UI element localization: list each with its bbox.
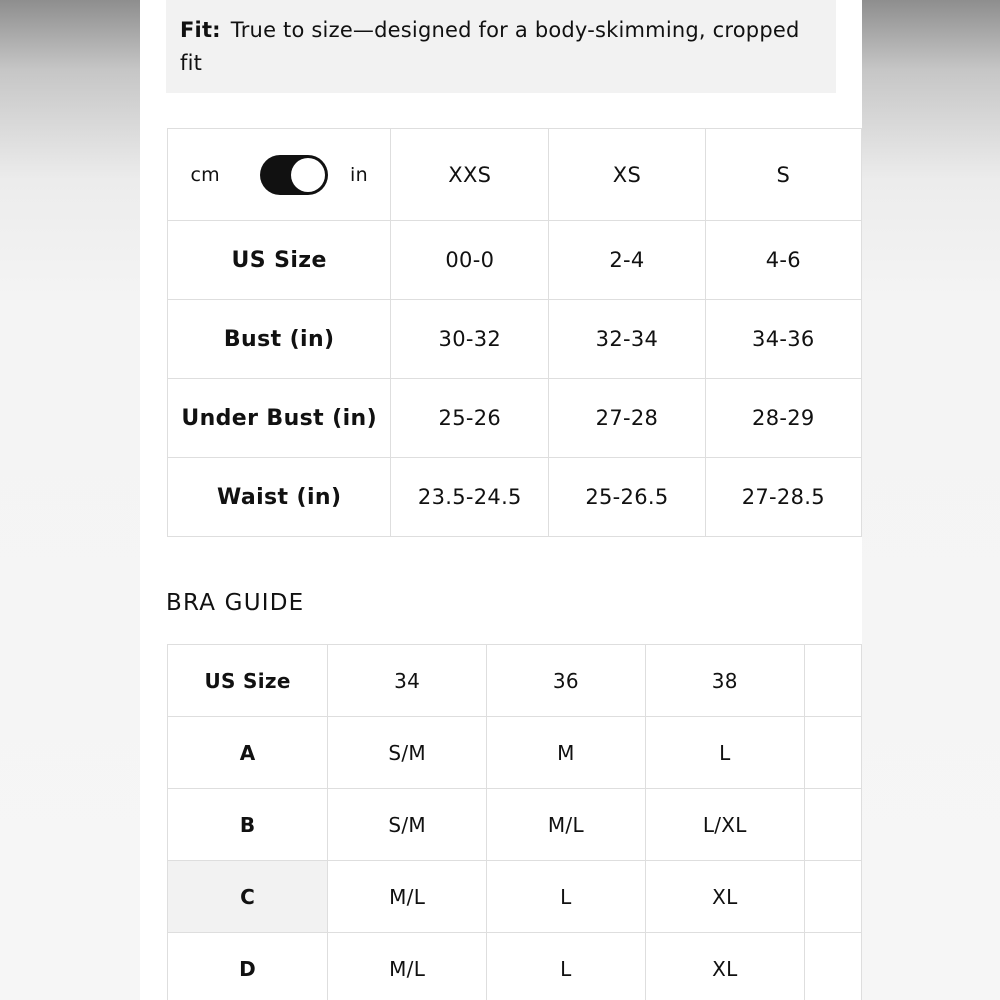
bra-guide-header-row bbox=[168, 645, 862, 717]
table-cell: 23.5-24.5 bbox=[391, 458, 549, 537]
column-header-s: S bbox=[705, 129, 861, 221]
column-header-xxs: XXS bbox=[391, 129, 549, 221]
unit-toggle[interactable] bbox=[260, 155, 328, 195]
table-cell: 30-32 bbox=[391, 300, 549, 379]
column-header-34: 34 bbox=[328, 645, 487, 717]
table-cell: S/M bbox=[328, 789, 487, 861]
row-header-us-size: US Size bbox=[168, 221, 391, 300]
table-cell: XL bbox=[645, 933, 804, 1000]
table-cell bbox=[804, 933, 861, 1000]
table-cell bbox=[804, 861, 861, 933]
table-cell: L bbox=[645, 717, 804, 789]
right-backdrop bbox=[862, 0, 1000, 1000]
bra-header-us-size: US Size bbox=[168, 645, 328, 717]
table-cell: 4-6 bbox=[705, 221, 861, 300]
bra-guide-title: BRA GUIDE bbox=[166, 590, 305, 616]
table-cell: 27-28.5 bbox=[705, 458, 861, 537]
table-row bbox=[168, 717, 862, 789]
left-backdrop bbox=[0, 0, 140, 1000]
table-row bbox=[168, 221, 862, 300]
table-cell: 34-36 bbox=[705, 300, 861, 379]
row-header-under-bust: Under Bust (in) bbox=[168, 379, 391, 458]
table-cell: S/M bbox=[328, 717, 487, 789]
bra-guide-table bbox=[167, 644, 862, 1000]
table-row bbox=[168, 379, 862, 458]
unit-in-label[interactable]: in bbox=[350, 163, 368, 186]
column-header-38: 38 bbox=[645, 645, 804, 717]
table-cell: L bbox=[487, 861, 646, 933]
table-cell: XL bbox=[645, 861, 804, 933]
row-header-cup-b: B bbox=[168, 789, 328, 861]
table-row bbox=[168, 458, 862, 537]
table-row bbox=[168, 861, 862, 933]
column-header-36: 36 bbox=[487, 645, 646, 717]
unit-cm-label[interactable]: cm bbox=[190, 163, 220, 186]
table-cell bbox=[804, 789, 861, 861]
row-header-waist: Waist (in) bbox=[168, 458, 391, 537]
table-cell: 25-26.5 bbox=[549, 458, 705, 537]
table-row bbox=[168, 933, 862, 1000]
table-cell: 00-0 bbox=[391, 221, 549, 300]
table-cell: 32-34 bbox=[549, 300, 705, 379]
table-cell: L/XL bbox=[645, 789, 804, 861]
size-guide-page bbox=[140, 0, 862, 1000]
row-header-cup-c: C bbox=[168, 861, 328, 933]
fit-label: Fit: bbox=[180, 18, 221, 42]
table-cell: L bbox=[487, 933, 646, 1000]
fit-note bbox=[166, 0, 836, 93]
size-chart-table bbox=[167, 128, 862, 537]
size-chart-header-row bbox=[168, 129, 862, 221]
table-cell: 2-4 bbox=[549, 221, 705, 300]
fit-text: True to size—designed for a body-skimming, cropped fit bbox=[180, 18, 800, 75]
table-cell: M/L bbox=[328, 861, 487, 933]
table-cell: M bbox=[487, 717, 646, 789]
column-header-cutoff bbox=[804, 645, 861, 717]
row-header-cup-a: A bbox=[168, 717, 328, 789]
table-row bbox=[168, 300, 862, 379]
row-header-bust: Bust (in) bbox=[168, 300, 391, 379]
table-cell: M/L bbox=[328, 933, 487, 1000]
table-cell: 28-29 bbox=[705, 379, 861, 458]
table-cell: M/L bbox=[487, 789, 646, 861]
toggle-knob bbox=[291, 158, 325, 192]
table-cell: 25-26 bbox=[391, 379, 549, 458]
column-header-xs: XS bbox=[549, 129, 705, 221]
unit-toggle-cell bbox=[168, 129, 391, 221]
table-cell: 27-28 bbox=[549, 379, 705, 458]
table-cell bbox=[804, 717, 861, 789]
table-row bbox=[168, 789, 862, 861]
row-header-cup-d: D bbox=[168, 933, 328, 1000]
